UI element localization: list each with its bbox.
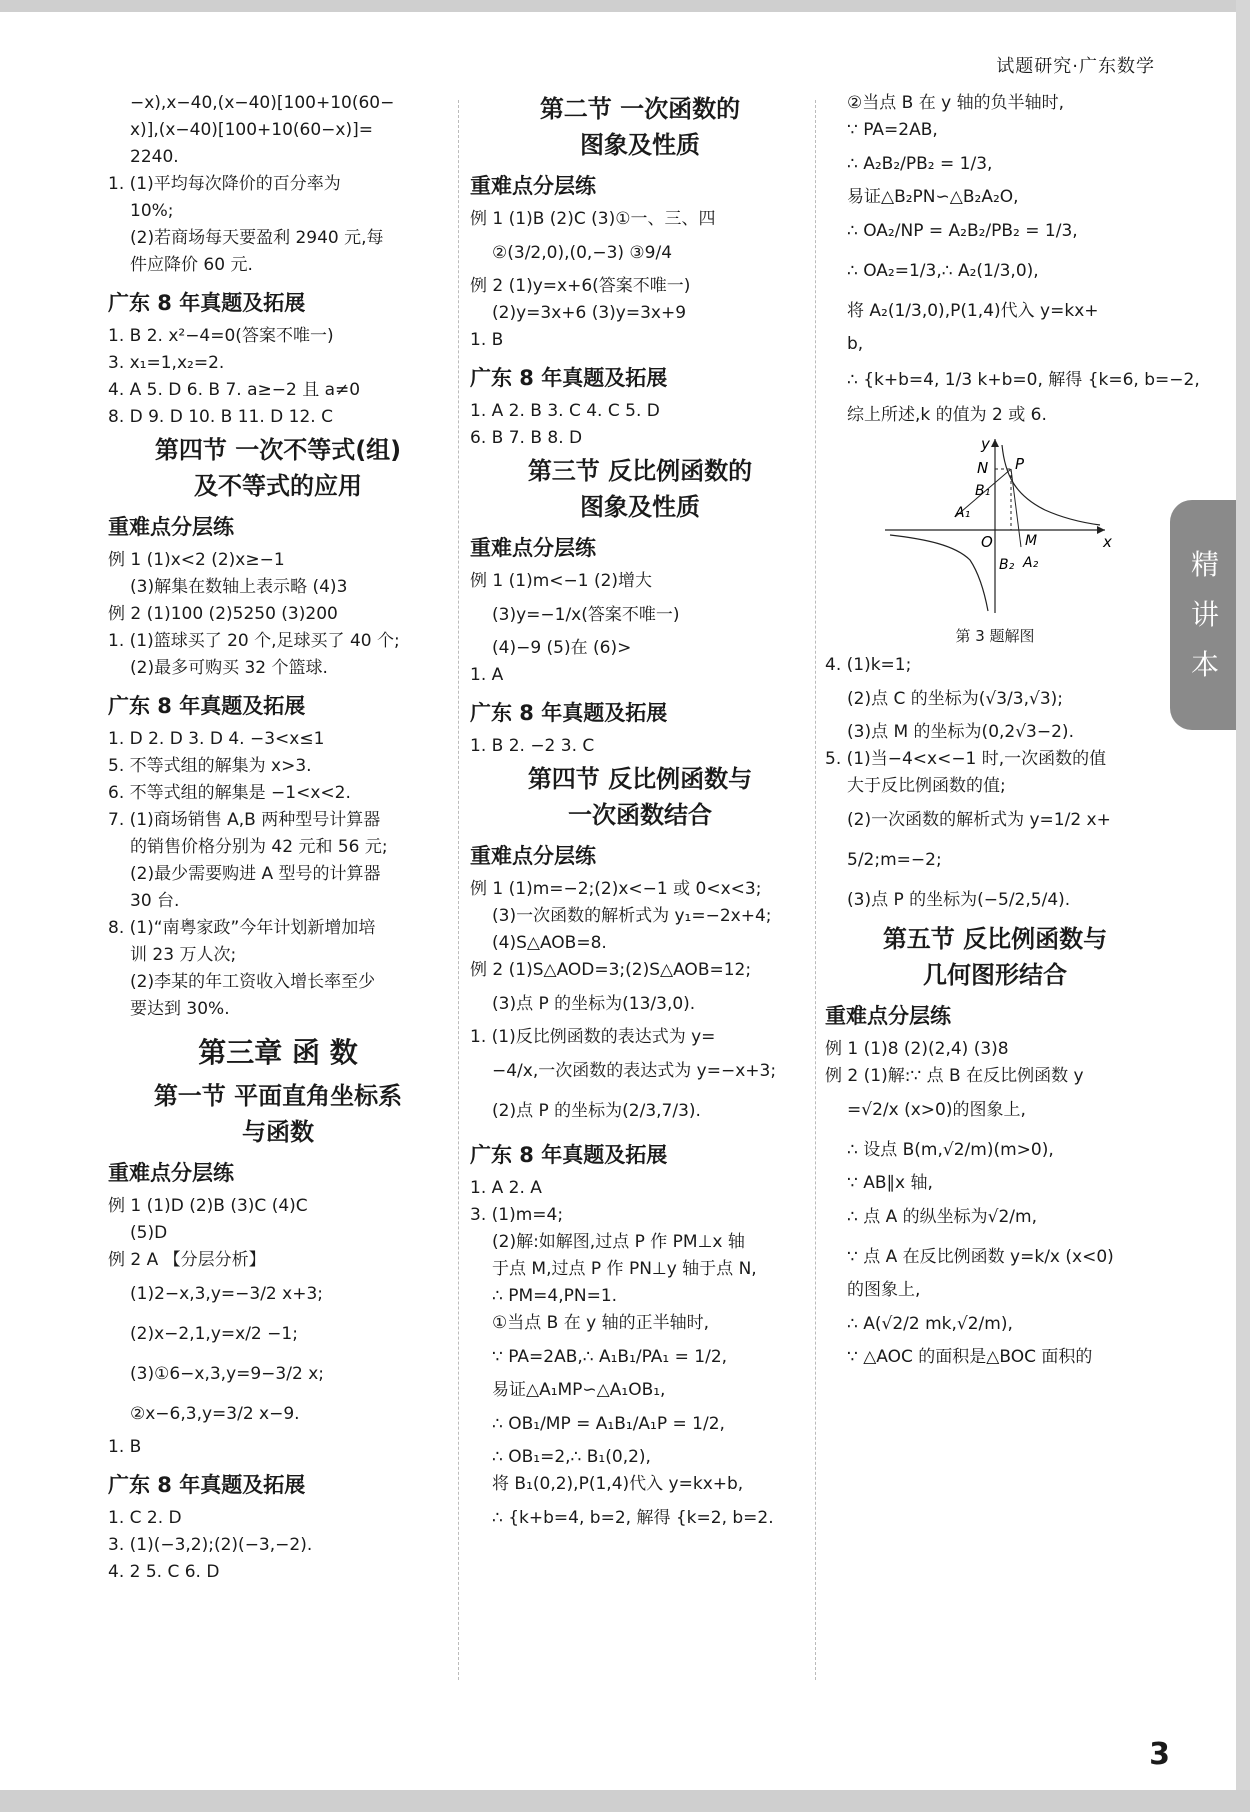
label-b1: B₁ xyxy=(975,483,991,499)
text-line: ∴ {k+b=4, b=2, 解得 {k=2, b=2. xyxy=(492,1508,774,1528)
subsection-heading: 重难点分层练 xyxy=(108,515,234,539)
text-line: (2)一次函数的解析式为 y=1/2 x+ xyxy=(847,810,1111,830)
label-b2: B₂ xyxy=(999,557,1015,573)
answer-line: 4. (1)k=1; xyxy=(825,655,912,675)
subsection-heading: 广东 8 年真题及拓展 xyxy=(470,701,668,725)
text-line: (2)李某的年工资收入增长率至少 xyxy=(130,972,376,992)
text-line: ∴ OB₁/MP = A₁B₁/A₁P = 1/2, xyxy=(492,1414,725,1434)
column-divider xyxy=(815,100,816,1680)
section-title: 第五节 反比例函数与 xyxy=(882,925,1108,953)
text-line: (2)点 C 的坐标为(√3/3,√3); xyxy=(847,689,1063,709)
subsection-heading: 重难点分层练 xyxy=(470,844,596,868)
text-line: 2240. xyxy=(130,147,179,167)
answer-line: 例 2 (1)解:∵ 点 B 在反比例函数 y xyxy=(825,1066,1084,1086)
answer-line: 1. B xyxy=(470,330,504,350)
text-line: 易证△B₂PN∽△B₂A₂O, xyxy=(847,187,1019,207)
text-line: 件应降价 60 元. xyxy=(130,255,253,275)
text-line: ②(3/2,0),(0,−3) ③9/4 xyxy=(492,243,673,263)
answer-line: 1. (1)平均每次降价的百分率为 xyxy=(108,174,341,194)
answer-line: 例 1 (1)x<2 (2)x≥−1 xyxy=(108,550,285,570)
text-line: (4)S△AOB=8. xyxy=(492,933,607,953)
text-line: ∴ OA₂=1/3,∴ A₂(1/3,0), xyxy=(847,261,1039,281)
answer-line: 1. B 2. x²−4=0(答案不唯一) xyxy=(108,326,334,346)
text-line: (2)x−2,1,y=x/2 −1; xyxy=(130,1324,298,1344)
text-line: ∵ PA=2AB, xyxy=(847,120,938,140)
label-n: N xyxy=(977,459,989,477)
side-tab-char: 讲 xyxy=(1190,598,1219,631)
text-line: ∵ AB∥x 轴, xyxy=(847,1173,933,1193)
text-line: 训 23 万人次; xyxy=(130,945,237,965)
answer-line: 1. C 2. D xyxy=(108,1508,182,1528)
text-line: (3)点 P 的坐标为(−5/2,5/4). xyxy=(847,890,1071,910)
answer-line: 5. 不等式组的解集为 x>3. xyxy=(108,756,312,776)
text-line: 于点 M,过点 P 作 PN⊥y 轴于点 N, xyxy=(492,1259,757,1279)
answer-line: 例 2 (1)S△AOD=3;(2)S△AOB=12; xyxy=(470,960,752,980)
answer-line: 例 1 (1)m<−1 (2)增大 xyxy=(470,571,653,591)
text-line: 5/2;m=−2; xyxy=(847,850,942,870)
subsection-heading: 重难点分层练 xyxy=(470,536,596,560)
answer-line: 4. 2 5. C 6. D xyxy=(108,1562,220,1582)
text-line: (2)解:如解图,过点 P 作 PM⊥x 轴 xyxy=(492,1232,745,1252)
text-line: ②x−6,3,y=3/2 x−9. xyxy=(130,1404,300,1424)
column-1 xyxy=(108,90,448,1586)
subsection-heading: 广东 8 年真题及拓展 xyxy=(470,366,668,390)
bottom-border xyxy=(0,1790,1250,1812)
answer-line: 1. A xyxy=(470,665,504,685)
text-line: 要达到 30%. xyxy=(130,999,230,1019)
text-line: ∵ 点 A 在反比例函数 y=k/x (x<0) xyxy=(847,1247,1114,1267)
answer-line: 例 1 (1)D (2)B (3)C (4)C xyxy=(108,1196,308,1216)
answer-line: 7. (1)商场销售 A,B 两种型号计算器 xyxy=(108,810,381,830)
section-title: 第二节 一次函数的 xyxy=(539,95,741,123)
text-line: 10%; xyxy=(130,201,174,221)
answer-line: 3. (1)m=4; xyxy=(470,1205,564,1225)
answer-line: 3. x₁=1,x₂=2. xyxy=(108,353,225,373)
answer-line: 例 1 (1)8 (2)(2,4) (3)8 xyxy=(825,1039,1009,1059)
answer-line: 1. B xyxy=(108,1437,142,1457)
subsection-heading: 重难点分层练 xyxy=(470,174,596,198)
text-line: 易证△A₁MP∽△A₁OB₁, xyxy=(492,1380,666,1400)
text-line: (2)最少需要购进 A 型号的计算器 xyxy=(130,864,381,884)
text-line: b, xyxy=(847,334,864,354)
section-title: 第一节 平面直角坐标系 xyxy=(153,1082,403,1110)
section-title: 几何图形结合 xyxy=(923,961,1067,989)
side-tab xyxy=(1170,500,1236,730)
subsection-heading: 重难点分层练 xyxy=(108,1161,234,1185)
section-title: 与函数 xyxy=(242,1118,314,1146)
answer-line: 3. (1)(−3,2);(2)(−3,−2). xyxy=(108,1535,313,1555)
top-border xyxy=(0,0,1250,12)
label-p: P xyxy=(1015,455,1025,473)
answer-line: 1. A 2. A xyxy=(470,1178,542,1198)
section-title: 图象及性质 xyxy=(580,493,700,521)
label-origin: O xyxy=(981,533,993,551)
text-line: (3)一次函数的解析式为 y₁=−2x+4; xyxy=(492,906,772,926)
text-line: −4/x,一次函数的表达式为 y=−x+3; xyxy=(492,1061,777,1081)
label-x: x xyxy=(1103,533,1112,551)
section-title: 第四节 反比例函数与 xyxy=(527,765,753,793)
text-line: (3)①6−x,3,y=9−3/2 x; xyxy=(130,1364,324,1384)
running-header: 试题研究·广东数学 xyxy=(996,56,1155,77)
hyperbola-figure xyxy=(885,435,1115,615)
text-line: −x),x−40,(x−40)[100+10(60− xyxy=(130,93,395,113)
subsection-heading: 广东 8 年真题及拓展 xyxy=(108,291,306,315)
answer-line: 例 2 (1)y=x+6(答案不唯一) xyxy=(470,276,691,296)
figure-caption: 第 3 题解图 xyxy=(955,627,1035,645)
answer-line: 1. D 2. D 3. D 4. −3<x≤1 xyxy=(108,729,325,749)
page-number: 3 xyxy=(1149,1737,1170,1772)
text-line: ∴ 设点 B(m,√2/m)(m>0), xyxy=(847,1140,1054,1160)
answer-line: 4. A 5. D 6. B 7. a≥−2 且 a≠0 xyxy=(108,380,361,400)
text-line: (3)y=−1/x(答案不唯一) xyxy=(492,605,680,625)
answer-line: 1. A 2. B 3. C 4. C 5. D xyxy=(470,401,660,421)
text-line: (2)y=3x+6 (3)y=3x+9 xyxy=(492,303,687,323)
text-line: ∴ PM=4,PN=1. xyxy=(492,1286,618,1306)
subsection-heading: 广东 8 年真题及拓展 xyxy=(108,1473,306,1497)
answer-line: 5. (1)当−4<x<−1 时,一次函数的值 xyxy=(825,749,1107,769)
text-line: ∴ OB₁=2,∴ B₁(0,2), xyxy=(492,1447,651,1467)
answer-line: 6. 不等式组的解集是 −1<x<2. xyxy=(108,783,351,803)
section-title: 图象及性质 xyxy=(580,131,700,159)
text-line: (2)点 P 的坐标为(2/3,7/3). xyxy=(492,1101,701,1121)
subsection-heading: 重难点分层练 xyxy=(825,1004,951,1028)
text-line: (3)点 P 的坐标为(13/3,0). xyxy=(492,994,696,1014)
text-line: (1)2−x,3,y=−3/2 x+3; xyxy=(130,1284,323,1304)
label-a2: A₂ xyxy=(1023,555,1039,571)
section-title: 及不等式的应用 xyxy=(194,472,362,500)
text-line: (4)−9 (5)在 (6)> xyxy=(492,638,632,658)
text-line: ∴ 点 A 的纵坐标为√2/m, xyxy=(847,1207,1037,1227)
text-line: 的图象上, xyxy=(847,1280,921,1300)
answer-line: 例 2 (1)100 (2)5250 (3)200 xyxy=(108,604,338,624)
text-line: ∵ PA=2AB,∴ A₁B₁/PA₁ = 1/2, xyxy=(492,1347,728,1367)
side-tab-char: 精 xyxy=(1190,548,1219,581)
chapter-title: 第三章 函 数 xyxy=(198,1036,358,1069)
section-title: 第四节 一次不等式(组) xyxy=(154,436,402,464)
line-pa2 xyxy=(1011,469,1021,547)
section-title: 第三节 反比例函数的 xyxy=(527,457,753,485)
answer-line: 例 1 (1)B (2)C (3)①一、三、四 xyxy=(470,209,716,229)
answer-line: 例 1 (1)m=−2;(2)x<−1 或 0<x<3; xyxy=(470,879,762,899)
section-title: 一次函数结合 xyxy=(568,801,712,829)
text-line: =√2/x (x>0)的图象上, xyxy=(847,1100,1026,1120)
label-m: M xyxy=(1025,533,1038,549)
y-axis-arrow xyxy=(991,439,999,447)
answer-line: 1. (1)篮球买了 20 个,足球买了 40 个; xyxy=(108,631,400,651)
label-y: y xyxy=(981,435,990,453)
answer-line: 8. (1)“南粤家政”今年计划新增加培 xyxy=(108,918,376,938)
text-line: 综上所述,k 的值为 2 或 6. xyxy=(847,405,1047,425)
hyperbola-branch-2 xyxy=(890,535,988,611)
column-divider xyxy=(458,100,459,1680)
text-line: 30 台. xyxy=(130,891,180,911)
text-line: ②当点 B 在 y 轴的负半轴时, xyxy=(847,93,1064,113)
column-2 xyxy=(470,90,810,1538)
subsection-heading: 广东 8 年真题及拓展 xyxy=(470,1143,668,1167)
text-line: (3)点 M 的坐标为(0,2√3−2). xyxy=(847,722,1074,742)
side-tab-char: 本 xyxy=(1190,648,1219,681)
answer-line: 1. (1)反比例函数的表达式为 y= xyxy=(470,1027,716,1047)
text-line: 将 A₂(1/3,0),P(1,4)代入 y=kx+ xyxy=(847,301,1099,321)
text-line: 将 B₁(0,2),P(1,4)代入 y=kx+b, xyxy=(492,1474,744,1494)
text-line: (2)若商场每天要盈利 2940 元,每 xyxy=(130,228,384,248)
text-line: ∵ △AOC 的面积是△BOC 面积的 xyxy=(847,1347,1093,1367)
text-line: ∴ A₂B₂/PB₂ = 1/3, xyxy=(847,154,993,174)
text-line: ∴ {k+b=4, 1/3 k+b=0, 解得 {k=6, b=−2, xyxy=(847,370,1200,390)
label-a1: A₁ xyxy=(955,505,971,521)
text-line: ①当点 B 在 y 轴的正半轴时, xyxy=(492,1313,709,1333)
text-line: ∴ OA₂/NP = A₂B₂/PB₂ = 1/3, xyxy=(847,221,1078,241)
text-line: (2)最多可购买 32 个篮球. xyxy=(130,658,328,678)
text-line: (5)D xyxy=(130,1223,168,1243)
answer-line: 8. D 9. D 10. B 11. D 12. C xyxy=(108,407,333,427)
right-border xyxy=(1236,0,1250,1812)
text-line: x)],(x−40)[100+10(60−x)]= xyxy=(130,120,373,140)
answer-line: 1. B 2. −2 3. C xyxy=(470,736,595,756)
subsection-heading: 广东 8 年真题及拓展 xyxy=(108,694,306,718)
text-line: ∴ A(√2/2 mk,√2/m), xyxy=(847,1314,1013,1334)
text-line: 的销售价格分别为 42 元和 56 元; xyxy=(130,837,388,857)
answer-line: 例 2 A 【分层分析】 xyxy=(108,1250,266,1270)
text-line: 大于反比例函数的值; xyxy=(847,776,1006,796)
answer-line: 6. B 7. B 8. D xyxy=(470,428,583,448)
column-3 xyxy=(825,90,1200,1371)
text-line: (3)解集在数轴上表示略 (4)3 xyxy=(130,577,348,597)
